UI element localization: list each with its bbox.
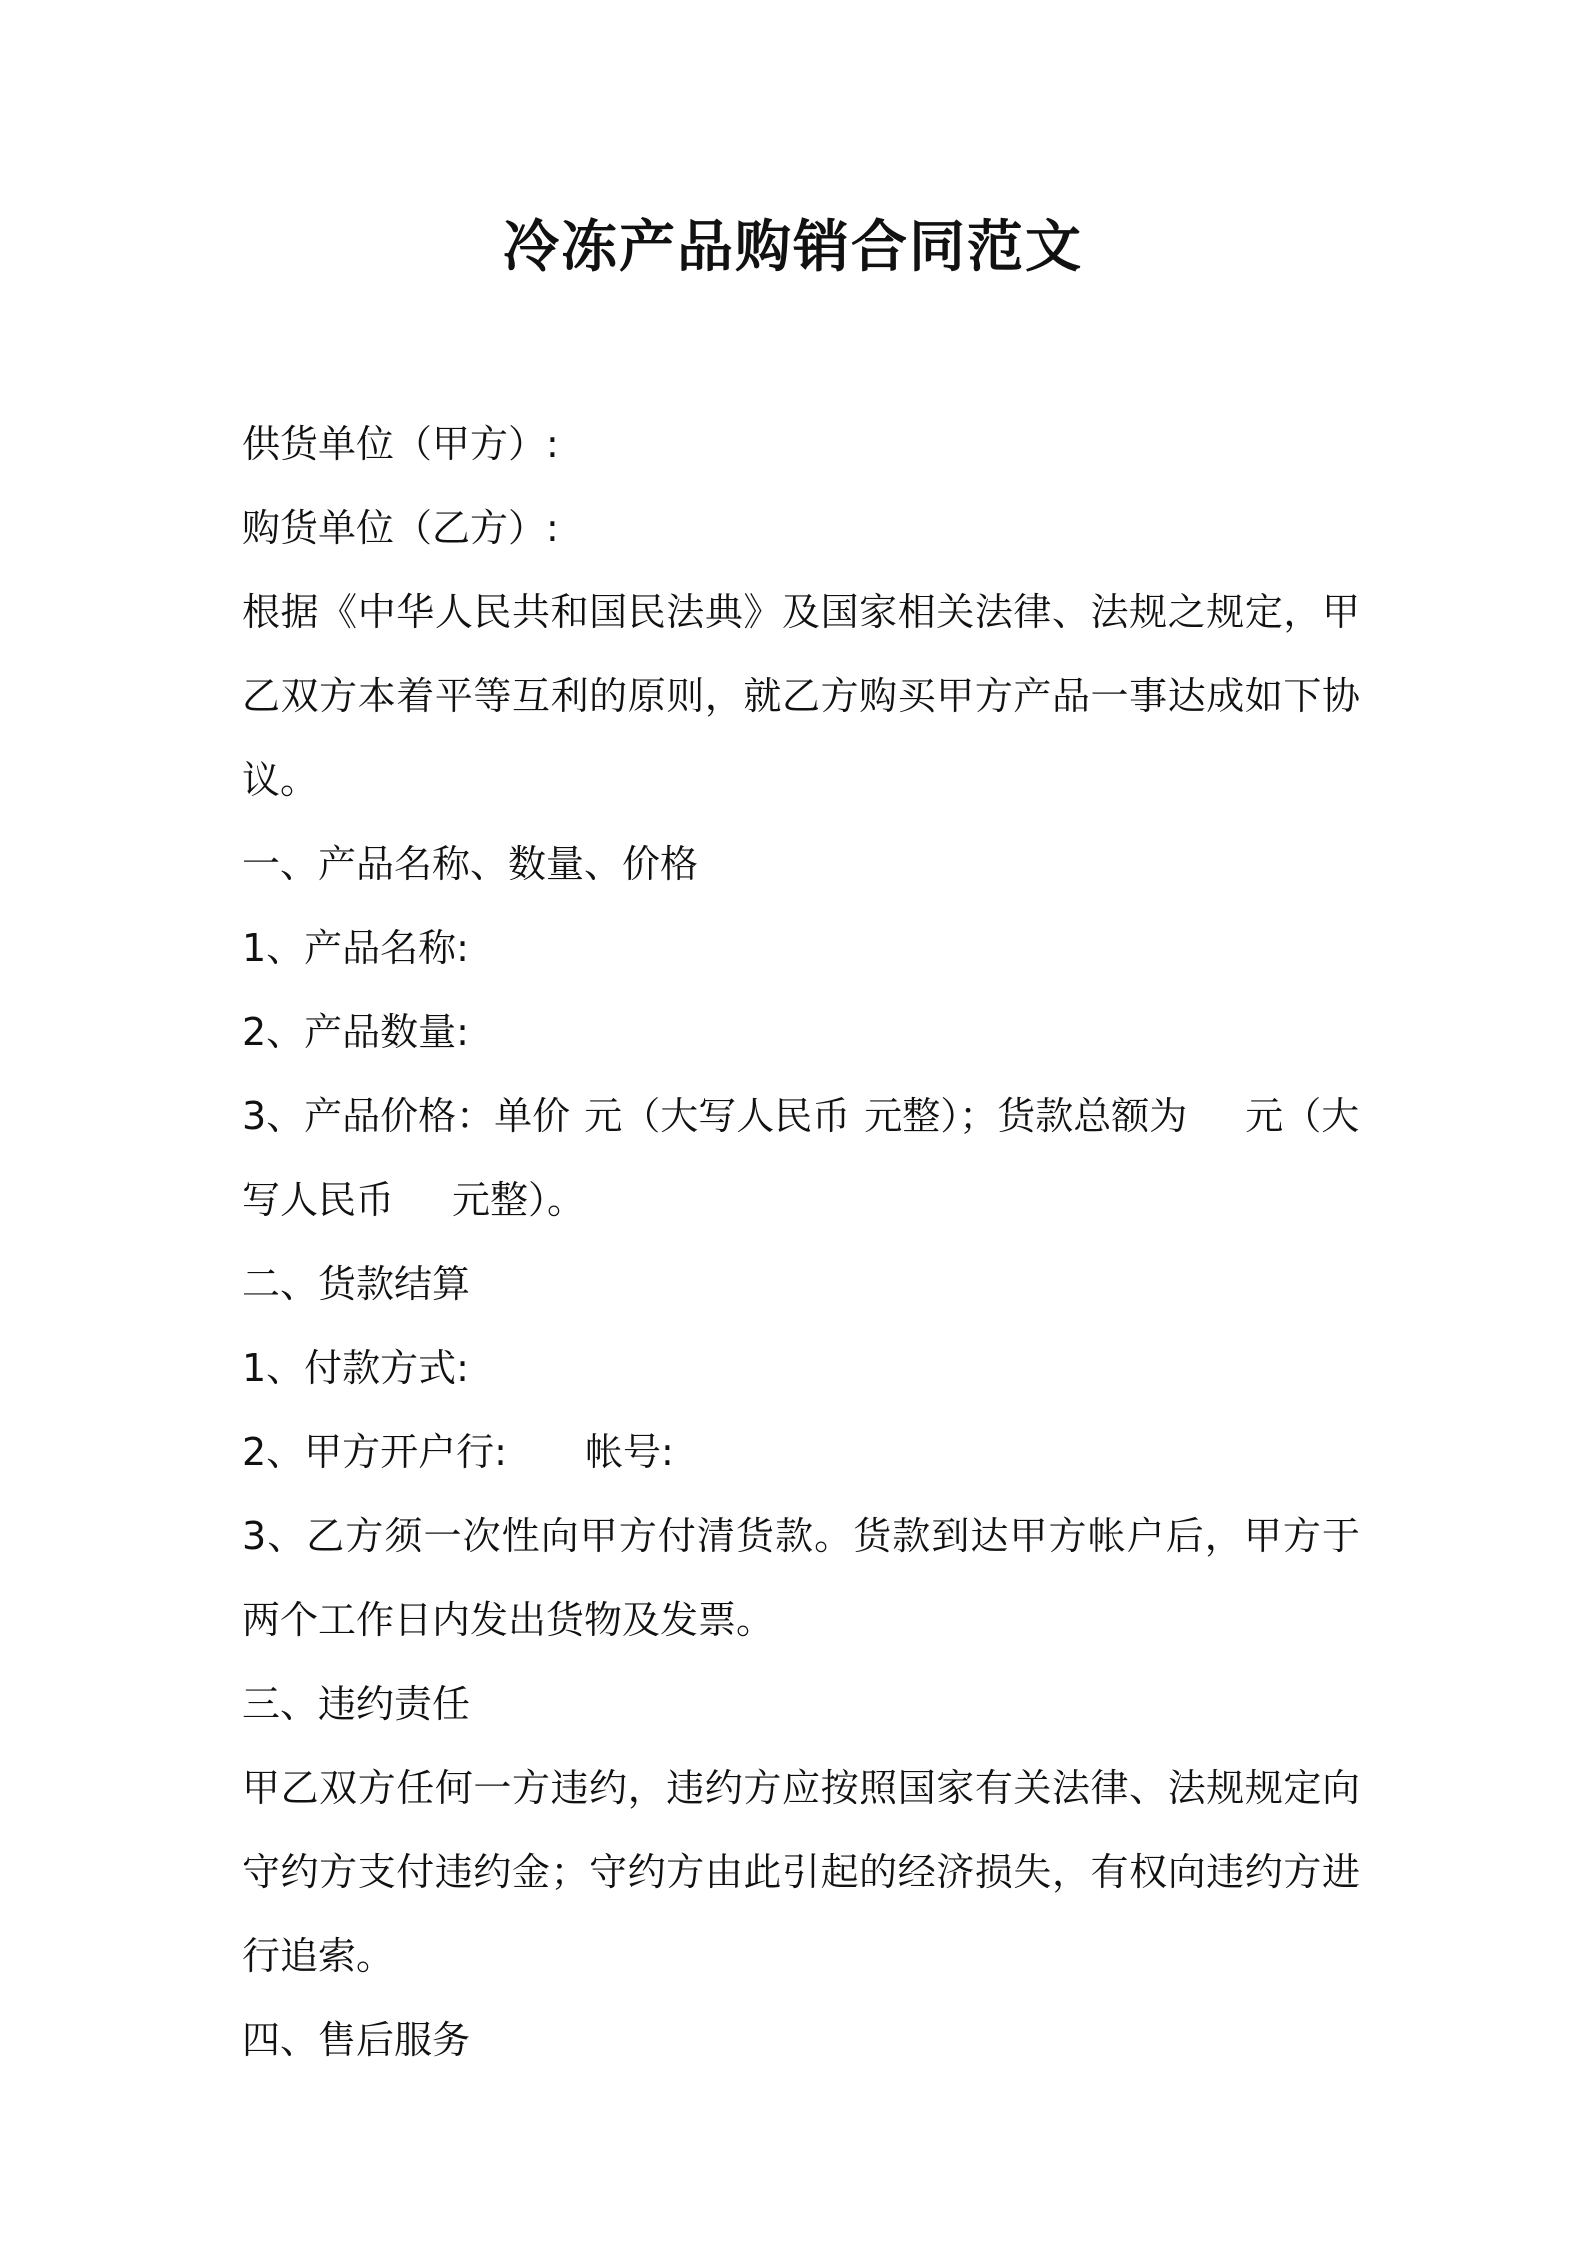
price-total-rmb-end: 元整）。 — [452, 1178, 586, 1222]
document-body — [242, 402, 1360, 2082]
intro-paragraph: 根据《中华人民共和国民法典》及国家相关法律、法规之规定，甲乙双方本着平等互利的原则，就乙方购买甲方产品一事达成如下协议。 — [242, 590, 1360, 802]
section3-text: 甲乙双方任何一方违约，违约方应按照国家有关法律、法规规定向守约方支付违约金；守约方由此引起的经济损失，有权向违约方进行追索。 — [242, 1766, 1360, 1978]
section2-item-payment-terms: 3、乙方须一次性向甲方付清货款。货款到达甲方帐户后，甲方于两个工作日内发出货物及发票。 — [242, 1514, 1360, 1642]
price-unit-yuan: 元（大写人民币 — [584, 1094, 851, 1138]
supplier-line: 供货单位（甲方）: — [242, 422, 559, 466]
section1-item-price-line2 — [242, 1158, 1360, 1242]
price-total-rmb-label: 写人民币 — [242, 1178, 395, 1222]
price-total-label: 元整）；货款总额为 — [864, 1094, 1188, 1138]
price-unit-label: 3、产品价格：单价 — [242, 1094, 571, 1138]
section1-item-price-line1 — [242, 1074, 1360, 1158]
section1-item-name: 1、产品名称: — [242, 926, 469, 970]
account-label: 帐号: — [584, 1430, 674, 1474]
buyer-line: 购货单位（乙方）: — [242, 506, 559, 550]
section2-item-bank — [242, 1410, 1360, 1494]
section1-heading: 一、产品名称、数量、价格 — [242, 842, 699, 886]
section2-item-payment-method: 1、付款方式: — [242, 1346, 469, 1390]
section1-item-quantity: 2、产品数量: — [242, 1010, 469, 1054]
price-total-yuan: 元（大 — [1245, 1094, 1360, 1138]
document-title: 冷冻产品购销合同范文 — [503, 215, 1083, 280]
section3-heading: 三、违约责任 — [242, 1682, 471, 1726]
section4-heading: 四、售后服务 — [242, 2018, 471, 2062]
bank-label: 2、甲方开户行: — [242, 1430, 507, 1474]
section2-heading: 二、货款结算 — [242, 1262, 471, 1306]
